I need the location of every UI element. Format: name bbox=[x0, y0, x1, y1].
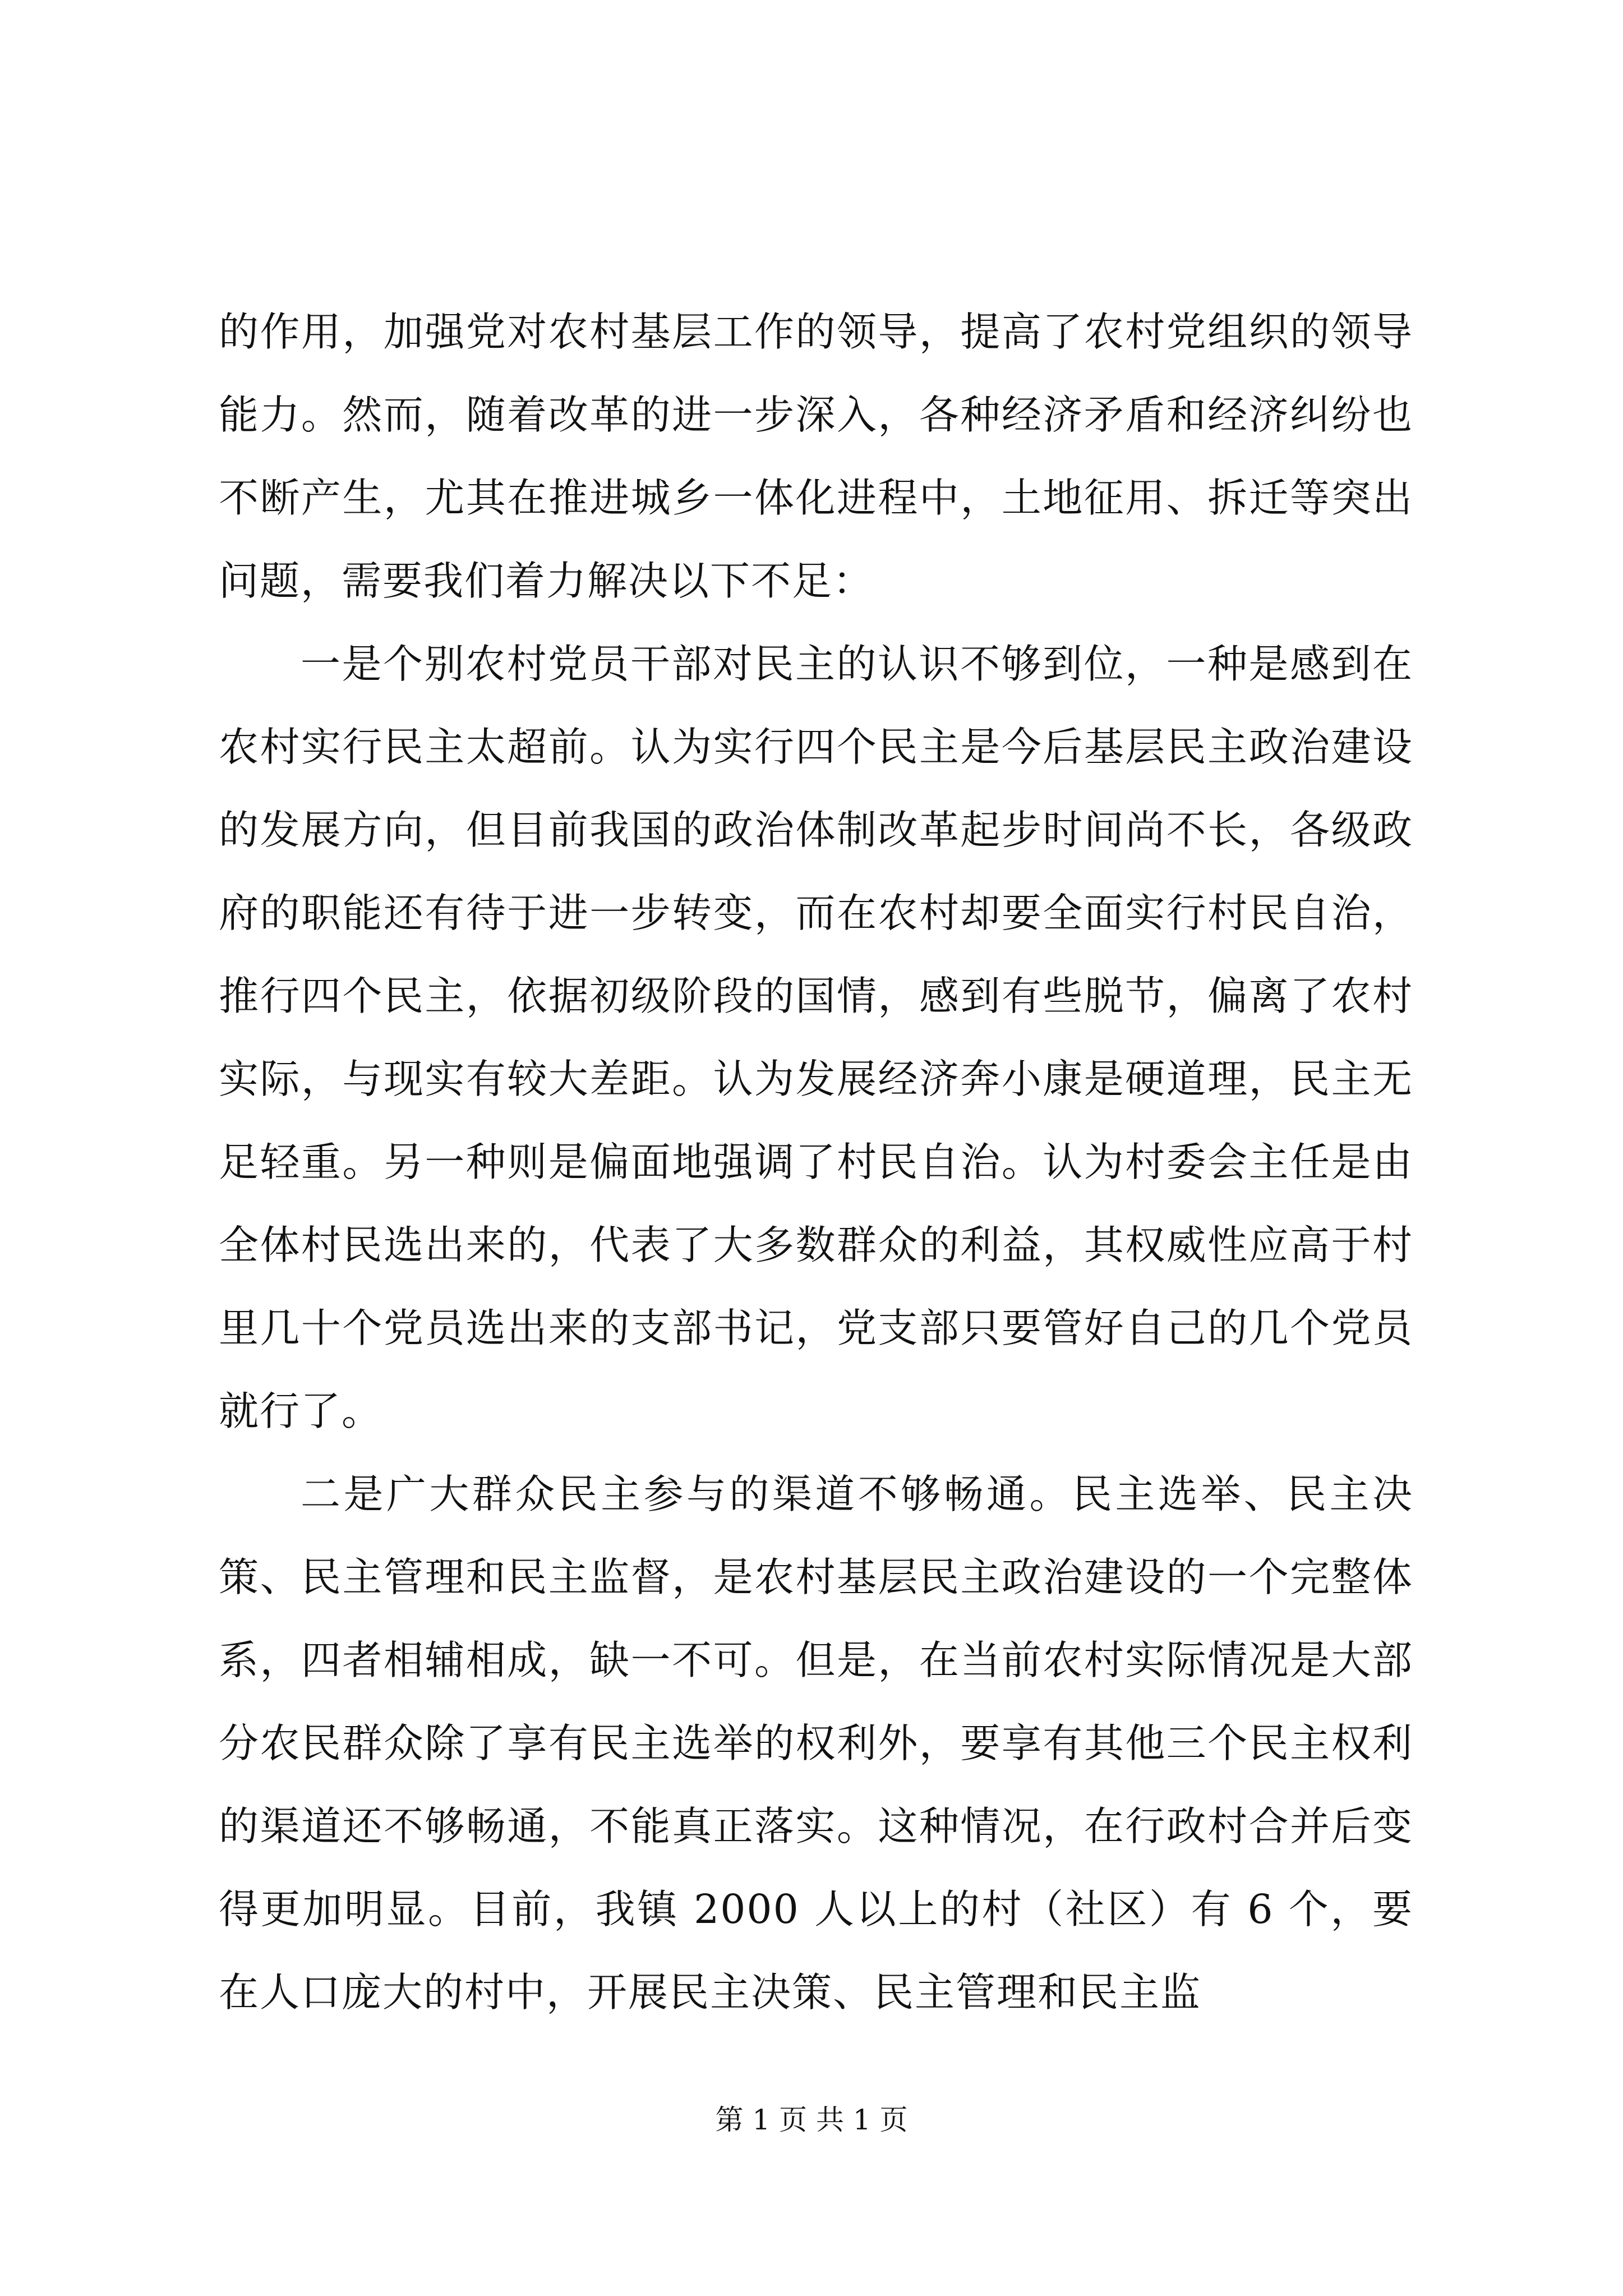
paragraph-1: 的作用，加强党对农村基层工作的领导，提高了农村党组织的领导能力。然而，随着改革的进一步深入，各种经济矛盾和经济纠纷也不断产生，尤其在推进城乡一体化进程中，土地征用、拆迁等突出问题，需要我们着力解决以下不足： bbox=[219, 309, 1413, 604]
paragraph-3: 二是广大群众民主参与的渠道不够畅通。民主选举、民主决策、民主管理和民主监督，是农村基层民主政治建设的一个完整体系，四者相辅相成，缺一不可。但是，在当前农村实际情况是大部分农民群众除了享有民主选举的权利外，要享有其他三个民主权利的渠道还不够畅通，不能真正落实。这种情况，在行政村合并后变得更加明显。目前，我镇 2000 人以上的村（社区）有 6 个，要在人口庞大的村中，开展民主决策、民主管理和民主监 bbox=[219, 1471, 1413, 2016]
page-footer: 第 1 页 共 1 页 bbox=[715, 2104, 908, 2136]
document-body bbox=[219, 291, 1413, 2034]
paragraph-2: 一是个别农村党员干部对民主的认识不够到位，一种是感到在农村实行民主太超前。认为实行四个民主是今后基层民主政治建设的发展方向，但目前我国的政治体制改革起步时间尚不长，各级政府的职能还有待于进一步转变，而在农村却要全面实行村民自治，推行四个民主，依据初级阶段的国情，感到有些脱节，偏离了农村实际，与现实有较大差距。认为发展经济奔小康是硬道理，民主无足轻重。另一种则是偏面地强调了村民自治。认为村委会主任是由全体村民选出来的，代表了大多数群众的利益，其权威性应高于村里几十个党员选出来的支部书记，党支部只要管好自己的几个党员就行了。 bbox=[219, 641, 1413, 1434]
